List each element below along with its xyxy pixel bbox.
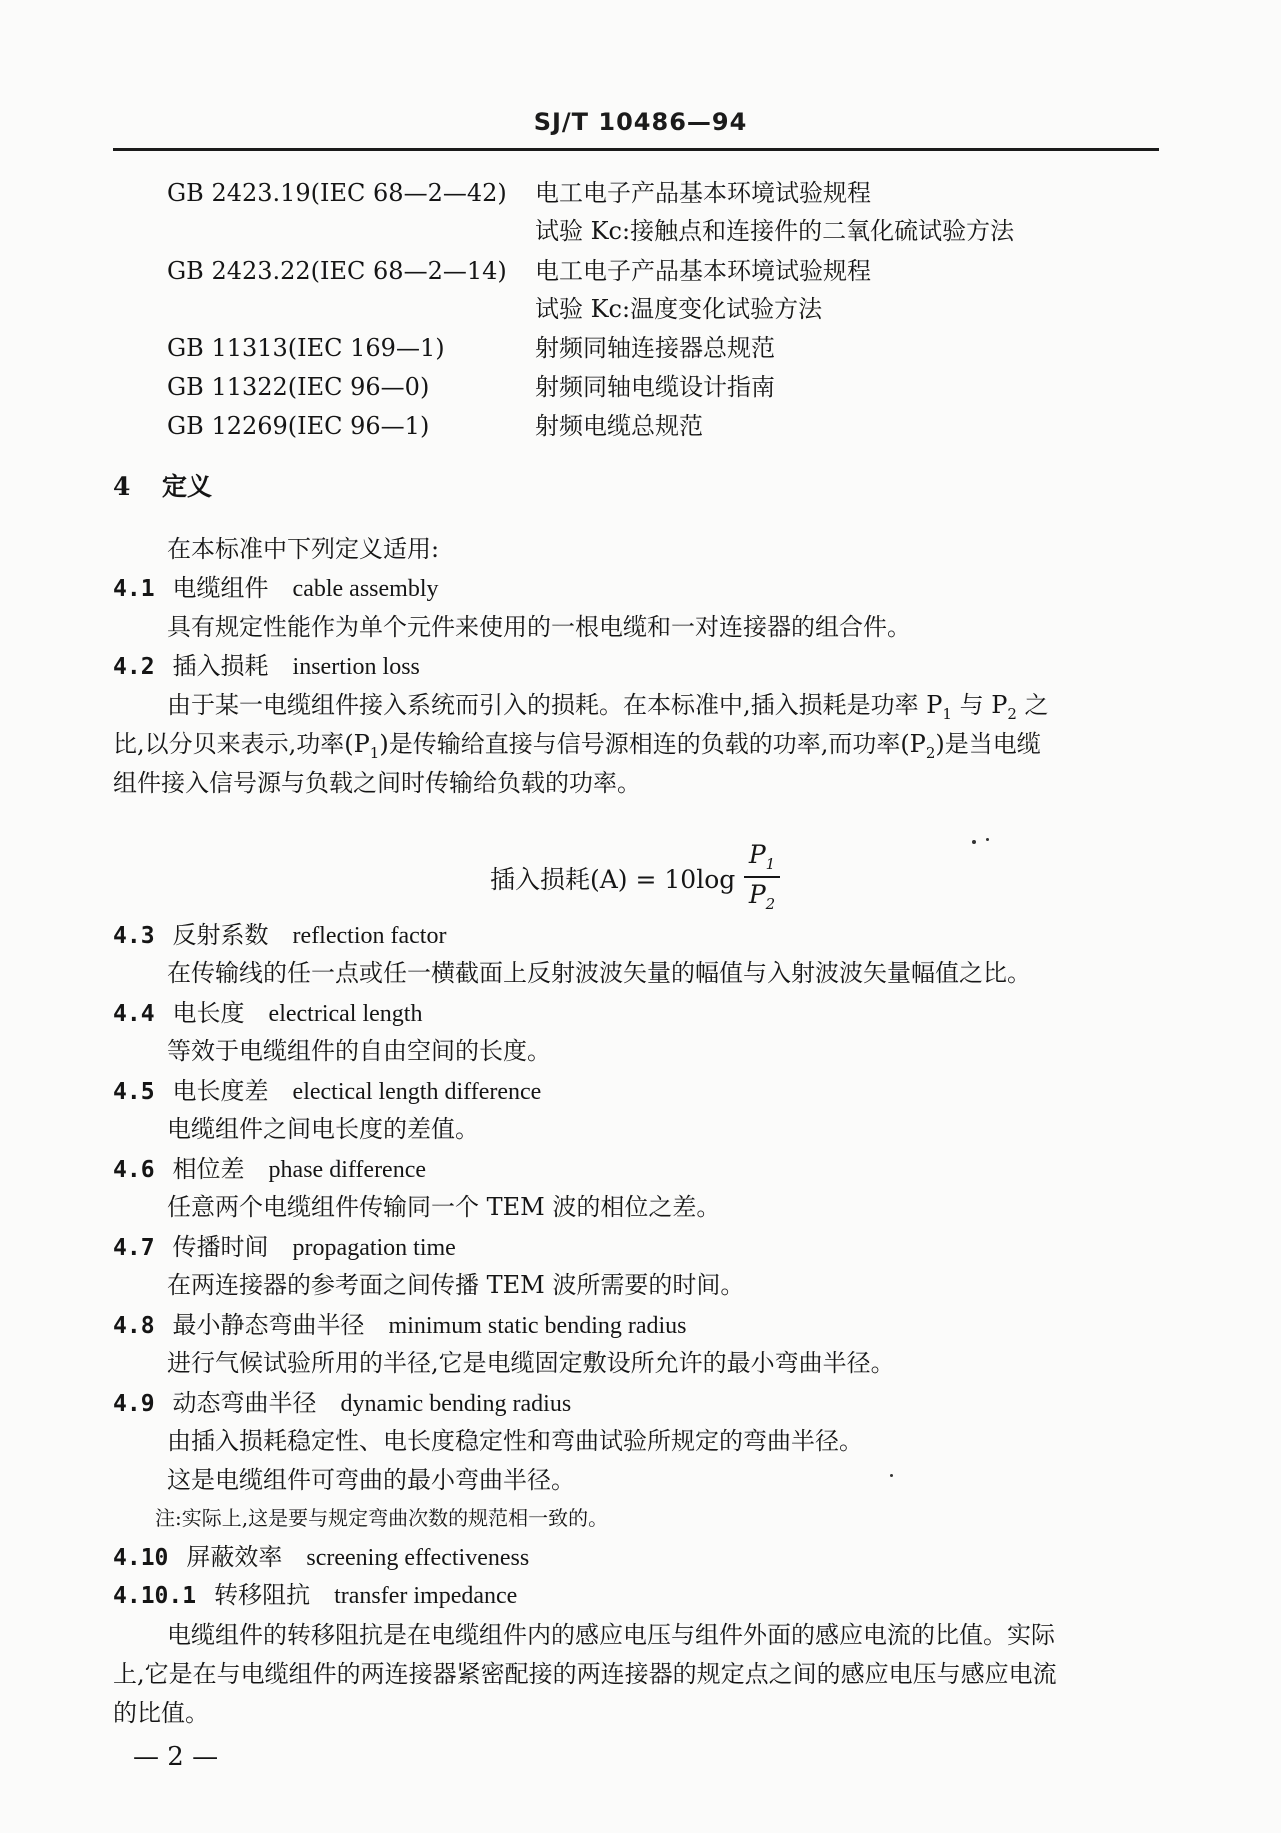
reference-title: 电工电子产品基本环境试验规程 (535, 179, 871, 207)
reference-code: GB 11322(IEC 96—0) (167, 373, 430, 401)
fraction-numerator: $P_1$ (748, 840, 776, 873)
definition-body: 电缆组件之间电长度的差值。 (167, 1115, 479, 1143)
reference-code: GB 11313(IEC 169—1) (167, 334, 445, 362)
definition-number: 4.6 (113, 1157, 155, 1183)
definition-heading (113, 998, 422, 1029)
definition-heading (113, 1232, 456, 1263)
term-english: insertion loss (292, 654, 420, 680)
definition-number: 4.2 (113, 654, 155, 680)
definition-body: 这是电缆组件可弯曲的最小弯曲半径。 (167, 1466, 575, 1494)
term-chinese: 传播时间 (172, 1233, 269, 1261)
term-chinese: 最小静态弯曲半径 (172, 1311, 365, 1339)
reference-title: 试验 Kc:接触点和连接件的二氧化硫试验方法 (535, 217, 1015, 245)
definition-body-line: 组件接入信号源与负载之间时传输给负载的功率。 (113, 769, 641, 797)
definition-number: 4.1 (113, 576, 155, 602)
definition-body: 由插入损耗稳定性、电长度稳定性和弯曲试验所规定的弯曲半径。 (167, 1427, 863, 1455)
reference-title: 射频电缆总规范 (535, 412, 703, 440)
definition-heading (113, 920, 446, 951)
fraction-bar (744, 876, 780, 878)
section-number: 4 (113, 472, 131, 501)
definition-number: 4.5 (113, 1079, 155, 1105)
definition-heading (113, 1154, 426, 1185)
definition-number: 4.10.1 (113, 1583, 197, 1609)
definition-number: 4.10 (113, 1545, 169, 1571)
definition-body-line: 的比值。 (113, 1699, 209, 1727)
definition-body: 等效于电缆组件的自由空间的长度。 (167, 1037, 551, 1065)
section-heading (113, 472, 212, 502)
definition-body: 在两连接器的参考面之间传播 TEM 波所需要的时间。 (167, 1271, 745, 1299)
term-english: electrical length (268, 1001, 423, 1027)
scan-speck (890, 1474, 893, 1477)
definition-number: 4.9 (113, 1391, 155, 1417)
term-english: electical length difference (292, 1079, 542, 1105)
page-number: — 2 — (133, 1742, 219, 1772)
term-english: dynamic bending radius (340, 1391, 572, 1417)
term-english: screening effectiveness (306, 1545, 530, 1571)
definition-heading (113, 1542, 529, 1573)
term-english: reflection factor (292, 923, 447, 949)
definition-number: 4.3 (113, 923, 155, 949)
definition-body-line: 由于某一电缆组件接入系统而引入的损耗。在本标准中,插入损耗是功率 $P_1$ 与 $P_2$ 之 (167, 691, 1049, 723)
term-chinese: 转移阻抗 (214, 1581, 311, 1609)
definition-body: 任意两个电缆组件传输同一个 TEM 波的相位之差。 (167, 1193, 721, 1221)
scan-speck (972, 840, 976, 844)
term-chinese: 屏蔽效率 (186, 1543, 283, 1571)
term-chinese: 电长度差 (172, 1077, 269, 1105)
reference-title: 电工电子产品基本环境试验规程 (535, 257, 871, 285)
definition-number: 4.8 (113, 1313, 155, 1339)
definition-heading (113, 1310, 687, 1341)
definition-heading (113, 651, 420, 682)
fraction-denominator: $P_2$ (748, 880, 776, 913)
definition-body-line: 比,以分贝来表示,功率$(P_1)$是传输给直接与信号源相连的负载的功率,而功率$(P_2)$是当电缆 (113, 730, 1041, 762)
definition-body: 进行气候试验所用的半径,它是电缆固定敷设所允许的最小弯曲半径。 (167, 1349, 895, 1377)
definition-body: 在传输线的任一点或任一横截面上反射波波矢量的幅值与入射波波矢量幅值之比。 (167, 959, 1031, 987)
term-chinese: 电缆组件 (172, 574, 269, 602)
term-chinese: 插入损耗 (172, 652, 269, 680)
scan-speck (986, 838, 989, 841)
formula-lhs: 插入损耗(A) = 10log (490, 865, 736, 894)
reference-title: 试验 Kc:温度变化试验方法 (535, 295, 823, 323)
definition-body-line: 上,它是在与电缆组件的两连接器紧密配接的两连接器的规定点之间的感应电压与感应电流 (113, 1660, 1057, 1688)
term-chinese: 相位差 (172, 1155, 245, 1183)
definition-heading (113, 1388, 571, 1419)
reference-title: 射频同轴电缆设计指南 (535, 373, 775, 401)
definition-body: 具有规定性能作为单个元件来使用的一根电缆和一对连接器的组合件。 (167, 613, 911, 641)
term-chinese: 电长度 (172, 999, 245, 1027)
standard-header: SJ/T 10486—94 (533, 108, 748, 136)
term-chinese: 反射系数 (172, 921, 269, 949)
definition-body-line: 电缆组件的转移阻抗是在电缆组件内的感应电压与组件外面的感应电流的比值。实际 (167, 1621, 1055, 1649)
section-intro: 在本标准中下列定义适用: (167, 535, 440, 563)
section-title: 定义 (162, 472, 213, 501)
header-rule (113, 148, 1159, 151)
reference-code: GB 2423.22(IEC 68—2—14) (167, 257, 507, 285)
definition-heading (113, 573, 439, 604)
definition-number: 4.7 (113, 1235, 155, 1261)
reference-title: 射频同轴连接器总规范 (535, 334, 775, 362)
term-english: transfer impedance (334, 1583, 518, 1609)
term-chinese: 动态弯曲半径 (172, 1389, 317, 1417)
definition-heading (113, 1076, 541, 1107)
definition-heading (113, 1580, 517, 1611)
reference-code: GB 2423.19(IEC 68—2—42) (167, 179, 507, 207)
note-text: 注:实际上,这是要与规定弯曲次数的规范相一致的。 (155, 1506, 609, 1530)
term-english: cable assembly (292, 576, 439, 602)
term-english: minimum static bending radius (388, 1313, 687, 1339)
term-english: phase difference (268, 1157, 427, 1183)
definition-number: 4.4 (113, 1001, 155, 1027)
term-english: propagation time (292, 1235, 456, 1261)
reference-code: GB 12269(IEC 96—1) (167, 412, 430, 440)
